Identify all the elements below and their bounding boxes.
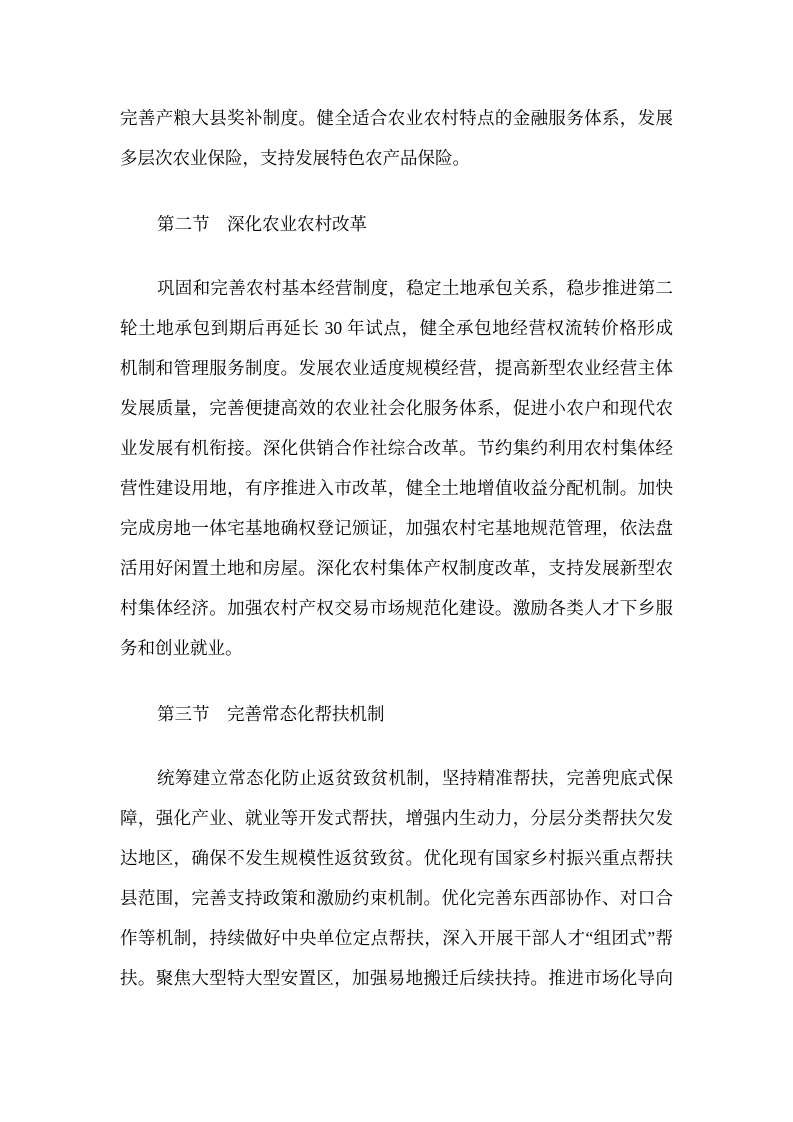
text-line: 完善产粮大县奖补制度。健全适合农业农村特点的金融服务体系，发展	[120, 108, 673, 128]
text-line: 务和创业就业。	[120, 638, 243, 658]
text-line: 业发展有机衔接。深化供销合作社综合改革。节约集约利用农村集体经	[120, 438, 673, 458]
text-line: 多层次农业保险，支持发展特色农产品保险。	[120, 148, 470, 168]
text-line: 达地区，确保不发生规模性返贫致贫。优化现有国家乡村振兴重点帮扶	[120, 848, 673, 868]
text-line: 障，强化产业、就业等开发式帮扶，增强内生动力，分层分类帮扶欠发	[120, 808, 673, 828]
text-line: 完成房地一体宅基地确权登记颁证，加强农村宅基地规范管理，依法盘	[120, 518, 673, 538]
text-line: 巩固和完善农村基本经营制度，稳定土地承包关系，稳步推进第二	[157, 278, 673, 298]
text-line: 扶。聚焦大型特大型安置区，加强易地搬迁后续扶持。推进市场化导向	[120, 968, 673, 988]
text-line: 县范围，完善支持政策和激励约束机制。优化完善东西部协作、对口合	[120, 888, 673, 908]
paragraph-assistance-mechanism	[120, 758, 673, 998]
text-line: 作等机制，持续做好中央单位定点帮扶，深入开展干部人才“组团式”帮	[120, 928, 673, 948]
text-line: 统筹建立常态化防止返贫致贫机制，坚持精准帮扶，完善兜底式保	[157, 768, 673, 788]
text-line: 活用好闲置土地和房屋。深化农村集体产权制度改革，支持发展新型农	[120, 558, 673, 578]
section-heading-3: 第三节 完善常态化帮扶机制	[157, 704, 385, 724]
paragraph-rural-reform	[120, 268, 673, 668]
text-line: 村集体经济。加强农村产权交易市场规范化建设。激励各类人才下乡服	[120, 598, 673, 618]
text-line: 机制和管理服务制度。发展农业适度规模经营，提高新型农业经营主体	[120, 358, 673, 378]
text-line: 营性建设用地，有序推进入市改革，健全土地增值收益分配机制。加快	[120, 478, 673, 498]
text-line: 发展质量，完善便捷高效的农业社会化服务体系，促进小农户和现代农	[120, 398, 673, 418]
section-heading-2: 第二节 深化农业农村改革	[157, 214, 367, 234]
text-line: 轮土地承包到期后再延长 30 年试点，健全承包地经营权流转价格形成	[120, 318, 673, 338]
paragraph-continuation	[120, 98, 673, 178]
